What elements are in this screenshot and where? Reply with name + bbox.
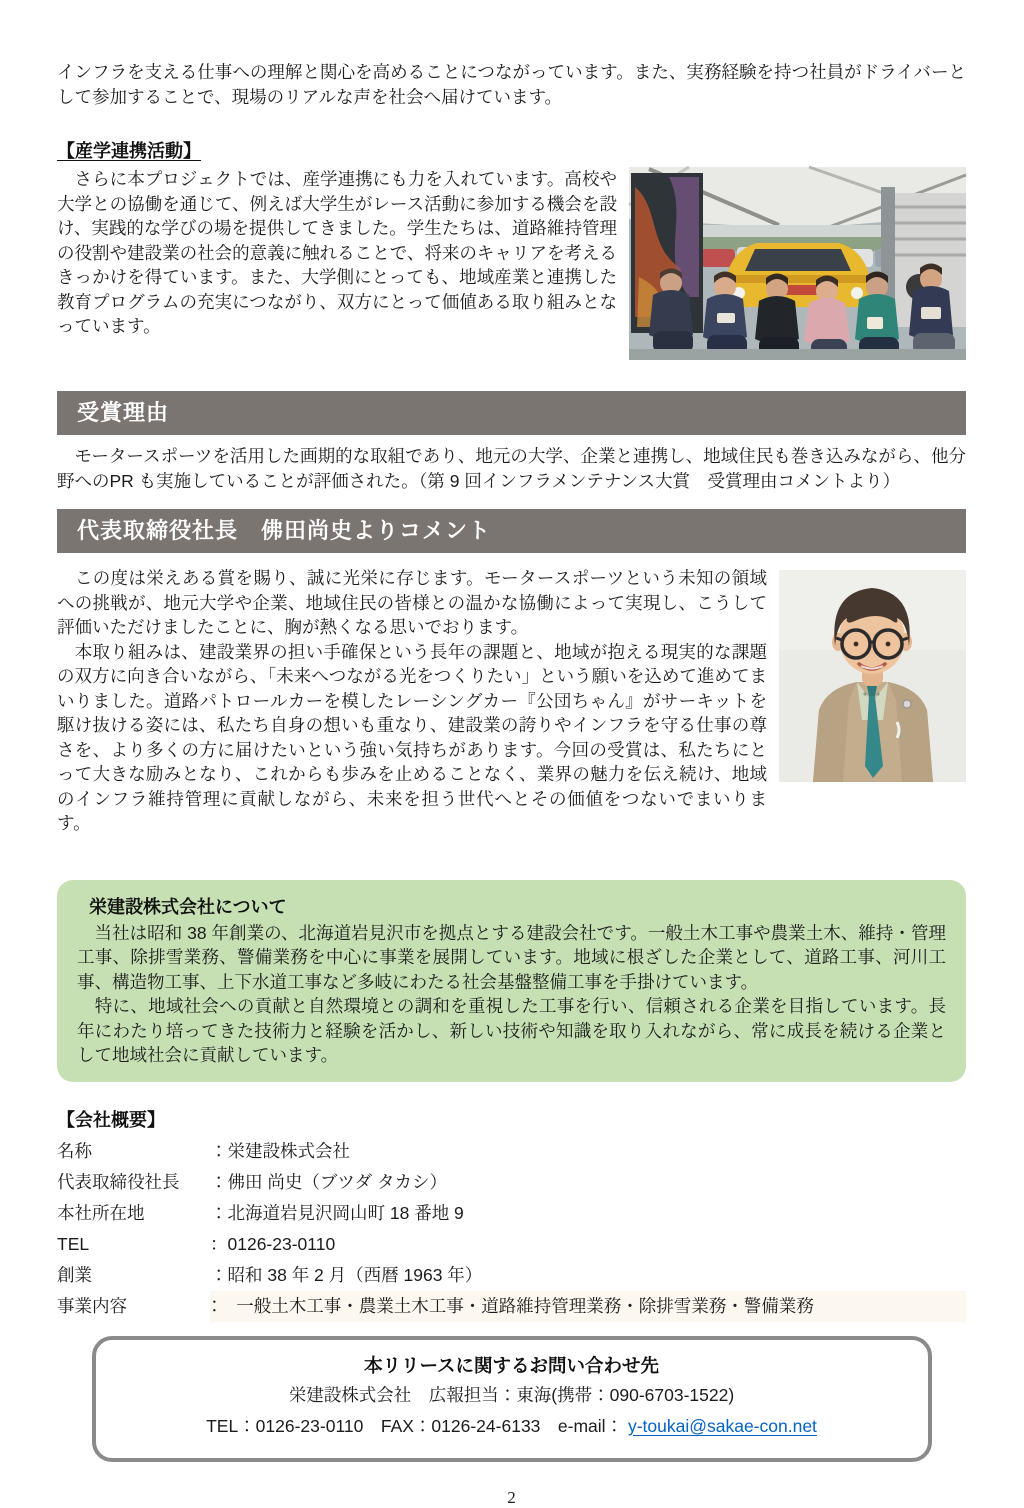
contact-line-pr: 栄建設株式会社 広報担当：東海(携帯：090-6703-1522) bbox=[288, 1384, 735, 1405]
press-contact-box bbox=[92, 1336, 932, 1462]
president-portrait-photo bbox=[779, 570, 966, 782]
contact-email-link[interactable]: y-toukai@sakae-con.net bbox=[627, 1415, 817, 1436]
president-comment-paragraph-2: 本取り組みは、建設業界の担い手確保という長年の課題と、地域が抱える現実的な課題の双方に向き合いながら、「未来へつながる光をつくりたい」という願いを込めて進めてまいりました。道路パトロールカーを模したレーシングカー『公団ちゃん』がサーキットを駆け抜ける姿には、私たち自身の想いも重なり、建設業の誇りやインフラを守る仕事の尊さを、より多くの方に届けたいという強い気持ちがあります。今回の受賞は、私たちにとって大きな励みとなり、これからも歩みを止めることなく、業界の魅力を伝え続け、地域のインフラ維持管理に貢献しながら、未来を担う世代へとその価値をつないでまいります。 bbox=[57, 641, 767, 833]
overview-label: TEL bbox=[57, 1233, 90, 1254]
intro-paragraph: インフラを支える仕事への理解と関心を高めることにつながっています。また、実務経験を持つ社員がドライバーとして参加することで、現場のリアルな声を社会へ届けています。 bbox=[57, 62, 966, 107]
about-paragraph-2: 特に、地域社会への貢献と自然環境との調和を重視した工事を行い、信頼される企業を目指しています。長年にわたり培ってきた技術力と経験を活かし、新しい技術や知識を取り入れながら、常に成長を続ける企業として地域社会に貢献しています。 bbox=[77, 996, 946, 1065]
overview-value: ： 一般土木工事・農業土木工事・道路維持管理業務・除排雪業務・警備業務 bbox=[210, 1291, 966, 1322]
sangaku-paragraph: さらに本プロジェクトでは、産学連携にも力を入れています。高校や大学との協働を通じて、例えば大学生がレース活動に参加する機会を設け、実践的な学びの場を提供してきました。学生たちは、道路維持管理の役割や建設業の社会的意義に触れることで、将来のキャリアを考えるきっかけを得ています。また、大学側にとっても、地域産業と連携した教育プログラムの充実につながり、双方にとって価値ある取り組みとなっています。 bbox=[57, 169, 617, 336]
overview-value: ：佛田 尚史（ブツダ タカシ） bbox=[210, 1171, 448, 1192]
about-paragraph-1: 当社は昭和 38 年創業の、北海道岩見沢市を拠点とする建設会社です。一般土木工事や農業土木、維持・管理工事、除排雪業務、警備業務を中心に事業を展開しています。地域に根ざした企業として、道路工事、河川工事、構造物工事、上下水道工事など多岐にわたる社会基盤整備工事を手掛けています。 bbox=[77, 922, 946, 992]
overview-value: ：0126-23-0110 bbox=[210, 1233, 336, 1254]
overview-label: 事業内容 bbox=[57, 1295, 127, 1316]
overview-row-tel bbox=[57, 1229, 966, 1260]
section-company-overview bbox=[57, 1106, 966, 1322]
section-president-comment bbox=[57, 509, 966, 836]
contact-title: 本リリースに関するお問い合わせ先 bbox=[363, 1354, 660, 1376]
president-comment-paragraph-1: この度は栄えある賞を賜り、誠に光栄に存じます。モータースポーツという未知の領域への挑戦が、地元大学や企業、地域住民の皆様との温かな協働によって実現し、こうして評価いただけましたことに、胸が熱くなる思いでおります。 bbox=[57, 568, 767, 637]
president-comment-header: 代表取締役社長 佛田尚史よりコメント bbox=[57, 509, 966, 553]
sangaku-heading: 【産学連携活動】 bbox=[57, 141, 201, 161]
award-reason-header: 受賞理由 bbox=[57, 391, 966, 435]
overview-value: ：北海道岩見沢岡山町 18 番地 9 bbox=[210, 1202, 464, 1223]
contact-tel-fax-prefix: TEL：0126-23-0110 FAX：0126-24-6133 e-mail： bbox=[206, 1415, 624, 1436]
section-sangaku-renkei bbox=[57, 137, 966, 369]
overview-value: ：昭和 38 年 2 月（西暦 1963 年） bbox=[210, 1264, 483, 1285]
overview-row-president bbox=[57, 1167, 966, 1198]
overview-value: ：栄建設株式会社 bbox=[210, 1140, 350, 1161]
overview-row-address bbox=[57, 1198, 966, 1229]
overview-label: 名称 bbox=[57, 1140, 92, 1161]
race-event-group-photo bbox=[629, 167, 966, 360]
page-number: 2 bbox=[507, 1487, 516, 1507]
overview-row-name bbox=[57, 1136, 966, 1167]
section-award-reason bbox=[57, 391, 966, 493]
overview-label: 代表取締役社長 bbox=[57, 1171, 180, 1192]
overview-row-founded bbox=[57, 1260, 966, 1291]
award-reason-paragraph: モータースポーツを活用した画期的な取組であり、地元の大学、企業と連携し、地域住民も巻き込みながら、他分野へのPR も実施していることが評価された。（第 9 回インフラメンテナンス大賞 受賞理由コメントより） bbox=[57, 446, 966, 491]
contact-line-tel-fax-email bbox=[116, 1411, 908, 1442]
overview-row-business bbox=[57, 1291, 966, 1322]
overview-heading: 【会社概要】 bbox=[57, 1109, 165, 1130]
overview-label: 創業 bbox=[57, 1264, 92, 1285]
company-about-box bbox=[57, 880, 966, 1082]
overview-label: 本社所在地 bbox=[57, 1202, 145, 1223]
about-heading: 栄建設株式会社について bbox=[89, 896, 287, 917]
